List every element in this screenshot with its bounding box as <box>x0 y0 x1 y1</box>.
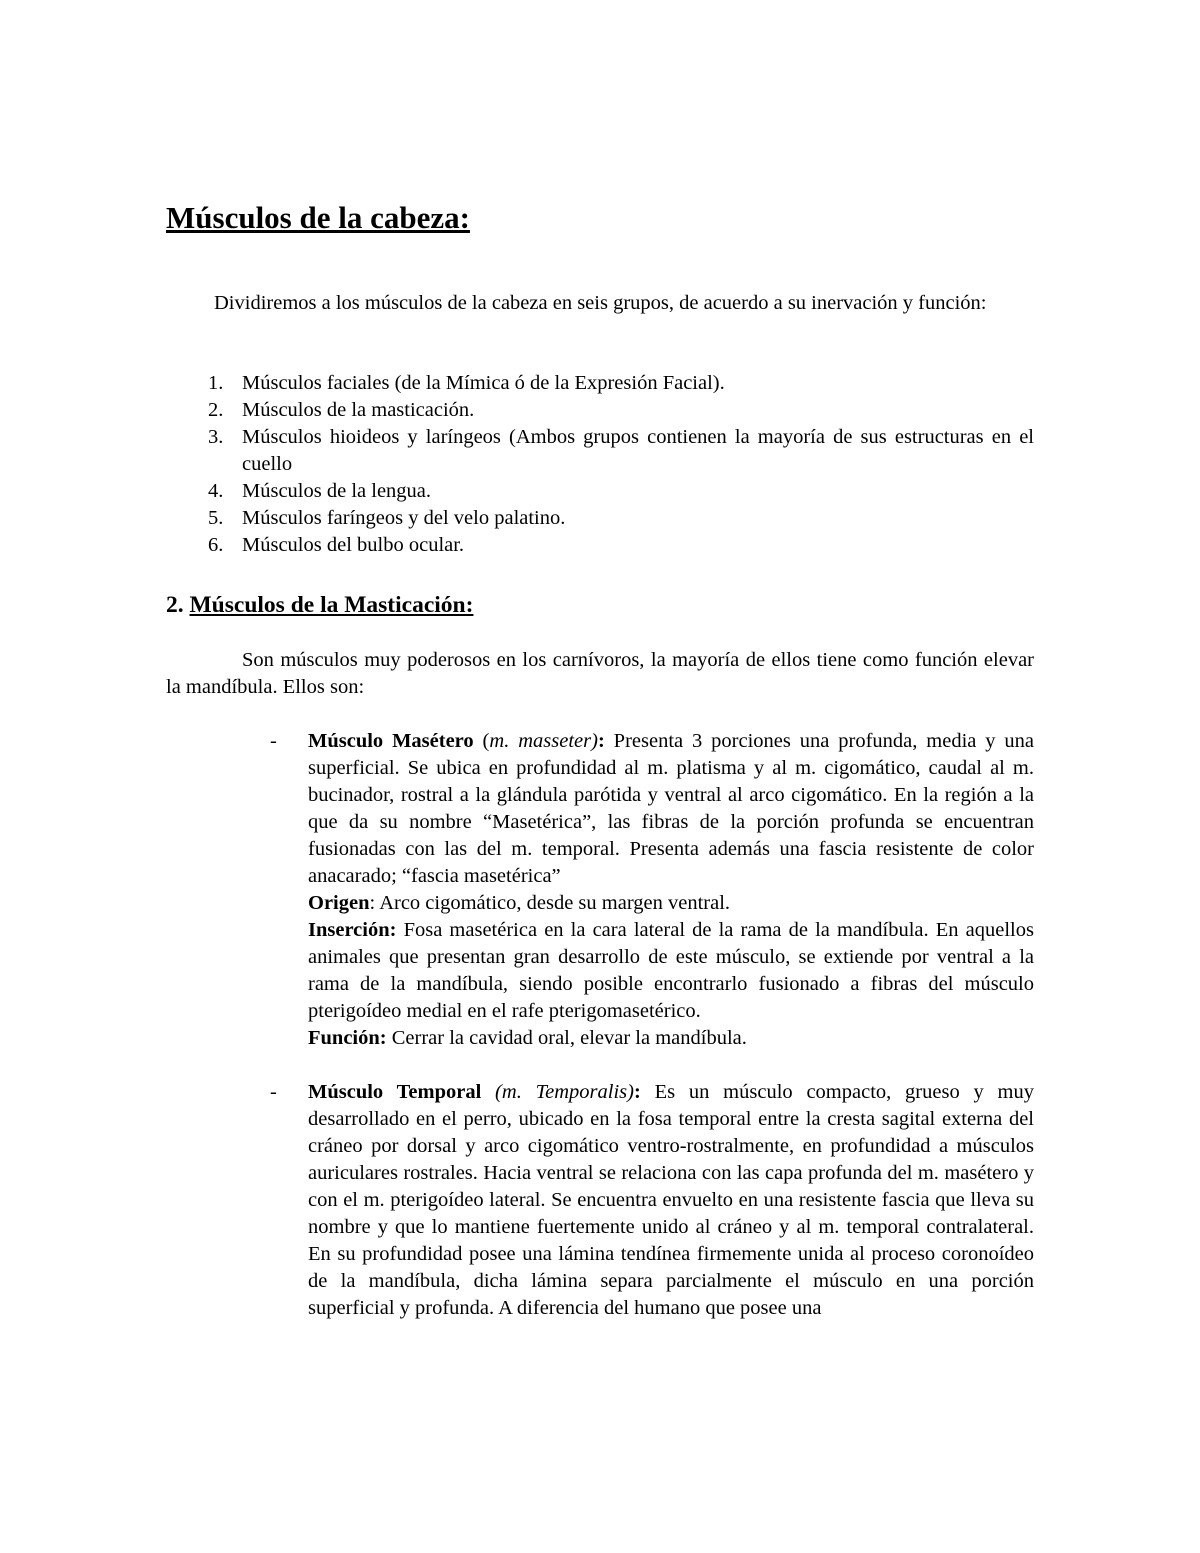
list-item-text: Músculos de la masticación. <box>242 399 475 421</box>
list-item-text: Músculos de la lengua. <box>242 480 432 502</box>
origin-label: Origen <box>308 892 370 914</box>
muscle-list <box>270 728 1034 1322</box>
list-number: 6. <box>208 534 224 556</box>
insertion-text: Fosa masetérica en la cara lateral de la rama de la mandíbula. En aquellos animales que presentan gran desarrollo de este músculo, se extiende por ventral a la rama de la mandíbula, siendo posible encontrarlo fusionado a fibras del músculo pterigoídeo medial en el rafe pterigomasetérico. <box>308 919 1034 1022</box>
muscle-groups-list <box>166 370 1034 559</box>
colon: : <box>597 730 605 752</box>
muscle-item-temporal <box>270 1079 1034 1322</box>
list-item <box>166 424 1034 478</box>
origin-text: : Arco cigomático, desde su margen ventral. <box>369 892 731 914</box>
intro-paragraph: Dividiremos a los músculos de la cabeza en seis grupos, de acuerdo a su inervación y función: <box>214 292 987 314</box>
muscle-item-masetero <box>270 728 1034 1052</box>
list-item-text: Músculos faríngeos y del velo palatino. <box>242 507 566 529</box>
list-item <box>166 370 1034 397</box>
section-number: 2. <box>166 592 184 618</box>
list-number: 3. <box>208 426 224 448</box>
description-text: Presenta 3 porciones una profunda, media y una superficial. Se ubica en profundidad al m. platisma y al m. cigomático, caudal al m. bucinador, rostral a la glándula parótida y ventral al arco cigomático. En la región a la que da su nombre “Masetérica”, las fibras de la porción profunda se encuentran fusionadas con las del m. temporal. Presenta además una fascia resistente de color anacarado; “fascia masetérica” <box>308 730 1035 887</box>
function-text: Cerrar la cavidad oral, elevar la mandíbula. <box>386 1027 747 1049</box>
list-item <box>166 532 1034 559</box>
page-title: Músculos de la cabeza: <box>166 200 470 235</box>
masetero-function <box>308 1025 1034 1052</box>
list-item <box>166 397 1034 424</box>
section-intro-paragraph: Son músculos muy poderosos en los carnívoros, la mayoría de ellos tiene como función elevar la mandíbula. Ellos son: <box>166 649 1034 698</box>
section-title: Músculos de la Masticación: <box>189 592 474 618</box>
masetero-description <box>308 728 1034 890</box>
list-item <box>166 505 1034 532</box>
muscle-name: Músculo Masétero <box>308 730 474 752</box>
masetero-origin <box>308 890 1034 917</box>
list-item-text: Músculos hioideos y laríngeos (Ambos grupos contienen la mayoría de sus estructuras en el cuello <box>242 426 1034 475</box>
latin-open: ( <box>473 730 490 752</box>
latin-name: m. masseter) <box>489 730 598 752</box>
list-item <box>166 478 1034 505</box>
list-number: 4. <box>208 480 224 502</box>
function-label: Función: <box>308 1027 387 1049</box>
bullet-dash: - <box>270 730 277 752</box>
masetero-insertion <box>308 917 1034 1025</box>
latin-name: (m. Temporalis) <box>481 1081 634 1103</box>
description-text: Es un músculo compacto, grueso y muy desarrollado en el perro, ubicado en la fosa temporal entre la cresta sagital externa del cráneo por dorsal y arco cigomático ventro-rostralmente, en profundidad a músculos auriculares rostrales. Hacia ventral se relaciona con las capa profunda del m. masétero y con el m. pterigoídeo lateral. Se encuentra envuelto en una resistente fascia que lleva su nombre y que lo mantiene fuertemente unido al cráneo y al m. temporal contralateral. En su profundidad posee una lámina tendínea firmemente unida al proceso coronoídeo de la mandíbula, dicha lámina separa parcialmente el músculo en una porción superficial y profunda. A diferencia del humano que posee una <box>308 1081 1034 1319</box>
list-number: 1. <box>208 372 224 394</box>
section-heading <box>166 588 473 622</box>
list-item-text: Músculos faciales (de la Mímica ó de la Expresión Facial). <box>242 372 725 394</box>
list-item-text: Músculos del bulbo ocular. <box>242 534 465 556</box>
muscle-name: Músculo Temporal <box>308 1081 482 1103</box>
bullet-dash: - <box>270 1081 277 1103</box>
insertion-label: Inserción: <box>308 919 397 941</box>
list-number: 2. <box>208 399 224 421</box>
colon: : <box>633 1081 641 1103</box>
temporal-description <box>308 1079 1034 1322</box>
list-number: 5. <box>208 507 224 529</box>
